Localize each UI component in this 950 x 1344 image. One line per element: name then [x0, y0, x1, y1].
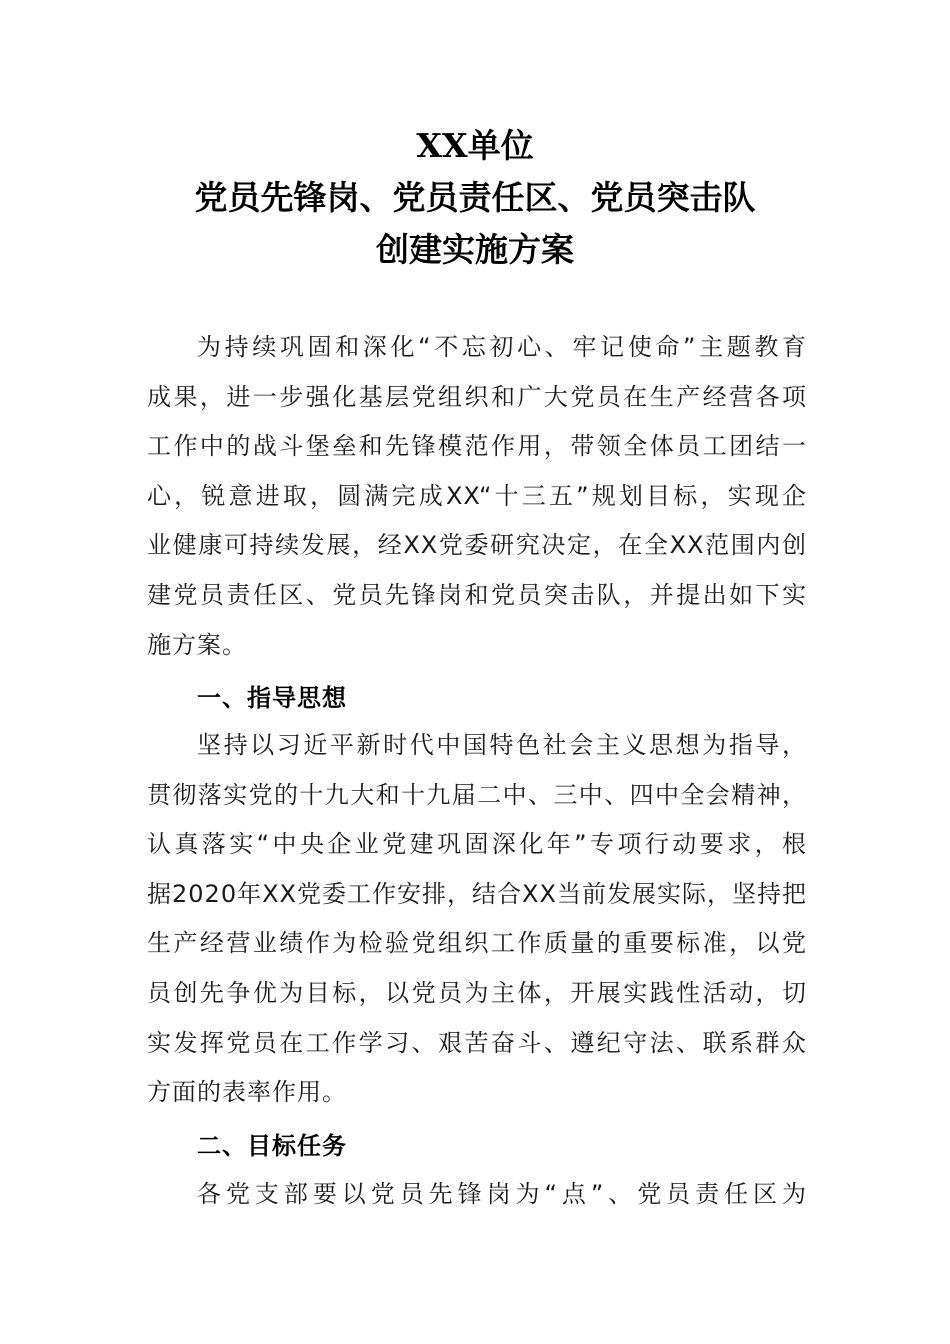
intro-paragraph: [147, 323, 807, 670]
paragraph-line: 生产经营业绩作为检验党组织工作质量的重要标准，以党: [147, 929, 807, 958]
title-line-unit: XX单位: [416, 126, 534, 165]
paragraph-line: 坚持以习近平新时代中国特色社会主义思想为指导，: [197, 731, 807, 759]
paragraph-line: 实发挥党员在工作学习、艰苦奋斗、遵纪守法、联系群众: [147, 1028, 807, 1057]
paragraph-line: 员创先争优为目标，以党员为主体，开展实践性活动，切: [147, 978, 807, 1007]
guiding-ideology-paragraph: [147, 721, 807, 1118]
paragraph-line: 业健康可持续发展，经XX党委研究决定，在全XX范围内创: [147, 531, 807, 560]
paragraph-line: 为持续巩固和深化“不忘初心、牢记使命”主题教育: [197, 333, 807, 361]
document-title: [0, 120, 950, 276]
paragraph-line: 成果，进一步强化基层党组织和广大党员在生产经营各项: [147, 382, 807, 411]
paragraph-line: 心，锐意进取，圆满完成XX“十三五”规划目标，实现企: [147, 481, 807, 510]
paragraph-line: 贯彻落实党的十九大和十九届二中、三中、四中全会精神，: [147, 780, 807, 809]
paragraph-line: 据2020年XX党委工作安排，结合XX当前发展实际，坚持把: [147, 879, 807, 908]
paragraph-line: 认真落实“中央企业党建巩固深化年”专项行动要求，根: [147, 830, 807, 859]
goals-tasks-paragraph: [147, 1170, 807, 1220]
paragraph-line: 工作中的战斗堡垒和先锋模范作用，带领全体员工团结一: [147, 432, 807, 461]
paragraph-line: 建党员责任区、党员先锋岗和党员突击队，并提出如下实: [147, 580, 807, 609]
title-line-sub: 创建实施方案: [376, 230, 574, 269]
paragraph-line: 施方案。: [147, 630, 247, 659]
paragraph-line: 方面的表率作用。: [147, 1078, 347, 1107]
section-heading-goals-tasks: 二、目标任务: [197, 1132, 347, 1160]
section-heading-guiding-ideology: 一、指导思想: [197, 684, 347, 712]
paragraph-line: 各党支部要以党员先锋岗为“点”、党员责任区为: [197, 1180, 807, 1208]
title-line-main: 党员先锋岗、党员责任区、党员突击队: [194, 178, 756, 217]
